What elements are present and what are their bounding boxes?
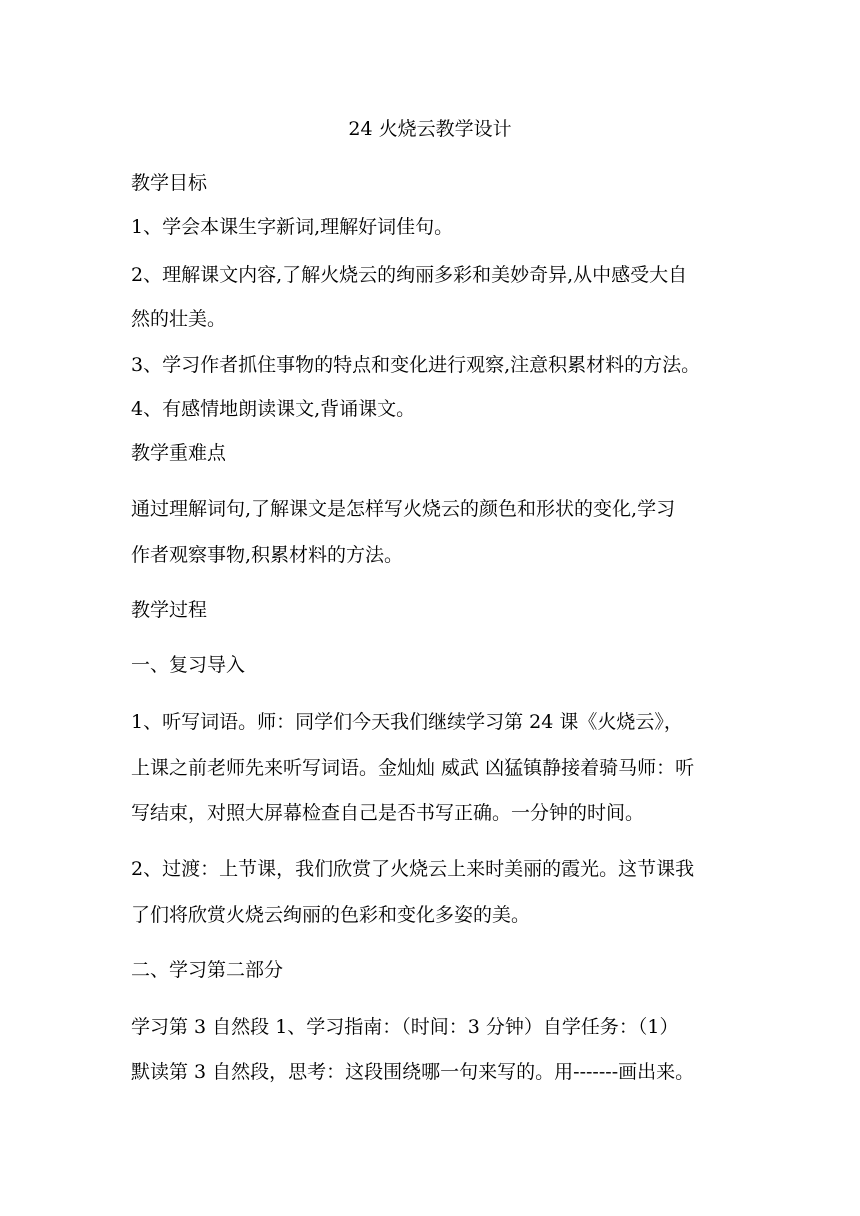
heading-teaching-goals: 教学目标 [131,172,208,194]
key-points-line-2: 作者观察事物,积累材料的方法。 [131,544,404,566]
goal-2-line-1: 2、理解课文内容,了解火烧云的绚丽多彩和美妙奇异,从中感受大自 [131,264,688,286]
section-2-heading: 二、学习第二部分 [131,959,284,981]
section-1-para-1-line-1: 1、听写词语。师：同学们今天我们继续学习第 24 课《火烧云》， [131,711,683,733]
section-2-para-1-line-1: 学习第 3 自然段 1、学习指南：（时间：3 分钟）自学任务：（1） [131,1016,679,1038]
heading-teaching-process: 教学过程 [131,599,208,621]
section-1-heading: 一、复习导入 [131,654,246,676]
goal-2-line-2: 然的壮美。 [131,308,227,330]
document-title: 24 火烧云教学设计 [348,118,512,140]
section-1-para-1-line-2: 上课之前老师先来听写词语。金灿灿 威武 凶猛镇静接着骑马师：听 [131,757,695,779]
goal-1: 1、学会本课生字新词,理解好词佳句。 [131,216,454,238]
key-points-line-1: 通过理解词句,了解课文是怎样写火烧云的颜色和形状的变化,学习 [131,498,676,520]
section-1-para-2-line-1: 2、过渡：上节课，我们欣赏了火烧云上来时美丽的霞光。这节课我 [131,858,695,880]
goal-3: 3、学习作者抓住事物的特点和变化进行观察,注意积累材料的方法。 [131,354,701,376]
heading-key-points: 教学重难点 [131,442,227,464]
section-2-para-1-line-2: 默读第 3 自然段，思考：这段围绕哪一句来写的。用-------画出来。 [131,1061,695,1083]
section-1-para-1-line-3: 写结束，对照大屏幕检查自己是否书写正确。一分钟的时间。 [131,802,645,824]
goal-4: 4、有感情地朗读课文,背诵课文。 [131,398,416,420]
section-1-para-2-line-2: 了们将欣赏火烧云绚丽的色彩和变化多姿的美。 [131,904,531,926]
